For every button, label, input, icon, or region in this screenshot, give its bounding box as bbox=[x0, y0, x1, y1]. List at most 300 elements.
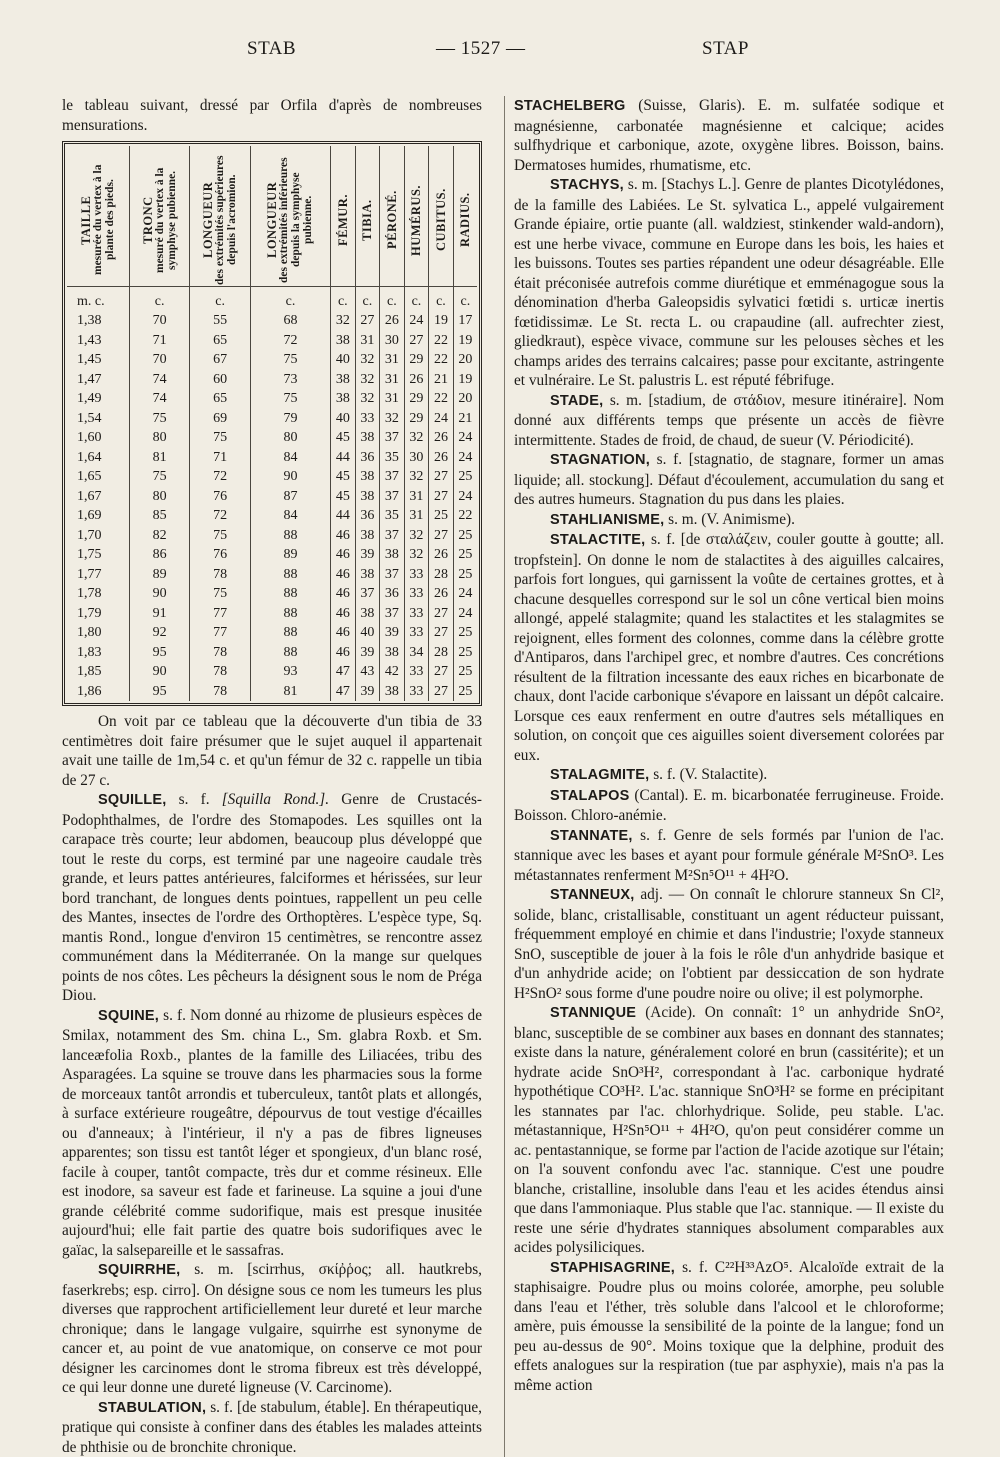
table-cell: 74 bbox=[129, 389, 190, 409]
table-cell: 44 bbox=[331, 506, 356, 526]
table-cell: 29 bbox=[404, 389, 429, 409]
table-cell: 46 bbox=[331, 623, 356, 643]
table-cell: 95 bbox=[129, 643, 190, 663]
squille-body: Genre de Crustacés-Podophthalmes, de l'ordre des Stomapodes. Les squilles ont la carapace très courte; leur abdomen, beaucoup plus développé que tout le reste du corps, est terminé par une nageoire caudale très grande, et leurs pattes antérieures, falciformes et hérissées, sur leur bord tranchant, de longues dents pointues, rappellent un peu celle des Mantes, insectes de l'ordre des Orthoptères. L'espèce type, Sq. mantis Rond., longue d'environ 15 centimètres, se rencontre assez communément dans la Méditerranée. On la mange sur quelques points de nos côtes. Les pêcheurs la désignent sous le nom de Préga Diou. bbox=[62, 791, 482, 1004]
table-cell: 71 bbox=[190, 448, 251, 468]
table-cell: 37 bbox=[380, 565, 405, 585]
entry-stagnation bbox=[514, 450, 944, 510]
measurement-table-frame bbox=[62, 141, 482, 706]
column-header-sub: mesurée du vertex à la plante des pieds. bbox=[92, 154, 116, 286]
table-cell: 86 bbox=[129, 545, 190, 565]
table-cell: 77 bbox=[190, 623, 251, 643]
column-header-label bbox=[202, 154, 238, 286]
table-cell: 1,47 bbox=[67, 370, 129, 390]
table-row bbox=[67, 389, 477, 409]
table-cell: 85 bbox=[129, 506, 190, 526]
table-cell: 38 bbox=[331, 370, 356, 390]
headword-squirrhe: SQUIRRHE, bbox=[98, 1262, 180, 1278]
table-cell: 78 bbox=[190, 682, 251, 702]
table-row bbox=[67, 545, 477, 565]
table-cell: 82 bbox=[129, 526, 190, 546]
column-header-main: LONGUEUR bbox=[202, 154, 214, 286]
column-header-label bbox=[80, 154, 116, 286]
table-cell: 76 bbox=[190, 487, 251, 507]
column-header-label bbox=[266, 154, 314, 286]
entry-stalactite bbox=[514, 530, 944, 765]
table-cell: 21 bbox=[429, 370, 454, 390]
table-cell: 19 bbox=[429, 311, 454, 331]
unit-cell: c. bbox=[190, 287, 251, 312]
table-cell: 27 bbox=[429, 682, 454, 702]
table-cell: 80 bbox=[250, 428, 330, 448]
table-cell: 21 bbox=[453, 409, 477, 429]
header-left-guideword: STAB bbox=[247, 38, 296, 60]
table-cell: 1,83 bbox=[67, 643, 129, 663]
table-cell: 36 bbox=[380, 584, 405, 604]
table-cell: 33 bbox=[404, 604, 429, 624]
table-cell: 24 bbox=[453, 428, 477, 448]
table-cell: 95 bbox=[129, 682, 190, 702]
table-cell: 43 bbox=[355, 662, 380, 682]
entry-squine bbox=[62, 1006, 482, 1261]
entry-staphisagrine bbox=[514, 1258, 944, 1396]
table-cell: 81 bbox=[129, 448, 190, 468]
entry-squirrhe bbox=[62, 1260, 482, 1398]
table-cell: 38 bbox=[380, 545, 405, 565]
table-cell: 22 bbox=[453, 506, 477, 526]
stade-body: s. m. [stadium, de στάδιον, mesure itinéraire]. Nom donné aux différents temps que présente un accès de fièvre intermittente. Stades de froid, de chaud, de sueur (V. Périodicité). bbox=[514, 392, 944, 449]
table-cell: 27 bbox=[429, 662, 454, 682]
table-cell: 35 bbox=[380, 448, 405, 468]
table-cell: 78 bbox=[190, 662, 251, 682]
table-cell: 17 bbox=[453, 311, 477, 331]
table-cell: 1,80 bbox=[67, 623, 129, 643]
table-cell: 31 bbox=[380, 350, 405, 370]
table-cell: 1,69 bbox=[67, 506, 129, 526]
table-cell: 76 bbox=[190, 545, 251, 565]
table-cell: 31 bbox=[380, 389, 405, 409]
table-cell: 46 bbox=[331, 565, 356, 585]
column-header-label bbox=[386, 154, 398, 286]
table-cell: 19 bbox=[453, 331, 477, 351]
table-cell: 80 bbox=[129, 428, 190, 448]
table-cell: 37 bbox=[380, 428, 405, 448]
unit-cell: c. bbox=[331, 287, 356, 312]
table-cell: 32 bbox=[380, 409, 405, 429]
table-cell: 40 bbox=[331, 409, 356, 429]
table-row bbox=[67, 487, 477, 507]
table-row bbox=[67, 350, 477, 370]
table-cell: 93 bbox=[250, 662, 330, 682]
entry-stachelberg bbox=[514, 96, 944, 175]
table-cell: 26 bbox=[404, 370, 429, 390]
table-body bbox=[67, 287, 477, 702]
headword-stalactite: STALACTITE, bbox=[550, 532, 645, 548]
stalapos-body: (Cantal). E. m. bicarbonatée ferrugineuse. Froide. Boisson. Chloro-anémie. bbox=[514, 787, 944, 825]
table-cell: 88 bbox=[250, 565, 330, 585]
two-column-body bbox=[62, 96, 944, 1457]
table-cell: 32 bbox=[355, 389, 380, 409]
table-cell: 37 bbox=[380, 526, 405, 546]
column-header-main: TAILLE bbox=[80, 154, 92, 286]
squine-body: s. f. Nom donné au rhizome de plusieurs espèces de Smilax, notamment des Sm. china L., Sm. glabra Roxb. et Sm. lanceæfolia Roxb., plantes de la famille des Liliacées, tribu des Asparagées. La squine se trouve dans les pharmacies sous la forme de morceaux tantôt arrondis et tuberculeux, tantôt plats et allongés, à surface extérieure rougeâtre, dépourvus de tout vestige d'écailles ou d'anneaux; à l'intérieur, il n'y a pas de fibres ligneuses apparentes; son tissu est tantôt léger et spongieux, d'un blanc rosé, facile à couper, tantôt compacte, très dur et comme résineux. Elle est inodore, sa saveur est fade et farineuse. La squine a joui d'une grande célébrité comme sudorifique, mais est presque inusitée aujourd'hui; elle fait partie des quatre bois sudorifiques avec le gaïac, la salsepareille et le sassafras. bbox=[62, 1007, 482, 1259]
after-table-paragraph: On voit par ce tableau que la découverte d'un tibia de 33 centimètres doit faire présumer que le sujet auquel il appartenait avait une taille de 1m,54 c. et qu'un fémur de 32 c. rappelle un tibia de 27 c. bbox=[62, 712, 482, 790]
table-cell: 36 bbox=[355, 448, 380, 468]
table-cell: 20 bbox=[453, 389, 477, 409]
unit-cell: c. bbox=[404, 287, 429, 312]
table-cell: 90 bbox=[129, 662, 190, 682]
unit-cell: m. c. bbox=[67, 287, 129, 312]
table-cell: 22 bbox=[429, 350, 454, 370]
entry-stalagmite bbox=[514, 765, 944, 786]
table-cell: 38 bbox=[355, 487, 380, 507]
table-cell: 37 bbox=[380, 604, 405, 624]
table-cell: 40 bbox=[355, 623, 380, 643]
table-cell: 42 bbox=[380, 662, 405, 682]
table-cell: 1,85 bbox=[67, 662, 129, 682]
table-cell: 37 bbox=[380, 467, 405, 487]
table-cell: 27 bbox=[429, 467, 454, 487]
column-header-main: TIBIA. bbox=[361, 154, 373, 286]
column-header-main: LONGUEUR bbox=[266, 154, 278, 286]
stachelberg-body: (Suisse, Glaris). E. m. sulfatée sodique et magnésienne, carbonatée magnésienne et calcique; acides sulfhydrique et carbonique, azote, oxygène libres. Boisson, bains. Dermatoses humides, rhumatisme, etc. bbox=[514, 97, 944, 174]
table-cell: 25 bbox=[453, 682, 477, 702]
table-cell: 46 bbox=[331, 604, 356, 624]
table-cell: 69 bbox=[190, 409, 251, 429]
table-cell: 92 bbox=[129, 623, 190, 643]
squirrhe-body: s. m. [scirrhus, σκίῤῥος; all. hautkrebs, faserkrebs; esp. cirro]. On désigne sous ce nom les tumeurs les plus diverses que rapprochent artificiellement leur dureté et leur marche chronique; dans le langage vulgaire, squirrhe est synonyme de cancer et, au point de vue anatomique, on conserve ce mot pour désigner les carcinomes dont le stroma fibreux est très développé, ce qui leur donne une dureté ligneuse (V. Carcinome). bbox=[62, 1261, 482, 1396]
column-header bbox=[190, 146, 251, 287]
table-cell: 44 bbox=[331, 448, 356, 468]
headword-squille: SQUILLE, bbox=[98, 792, 166, 808]
column-header-main: FÉMUR. bbox=[337, 154, 349, 286]
stalagmite-body: s. f. (V. Stalactite). bbox=[649, 766, 767, 783]
table-cell: 26 bbox=[380, 311, 405, 331]
headword-stachelberg: STACHELBERG bbox=[514, 98, 626, 114]
table-cell: 65 bbox=[190, 331, 251, 351]
table-cell: 45 bbox=[331, 487, 356, 507]
table-cell: 75 bbox=[190, 526, 251, 546]
table-cell: 38 bbox=[380, 682, 405, 702]
table-cell: 68 bbox=[250, 311, 330, 331]
table-cell: 84 bbox=[250, 448, 330, 468]
table-cell: 1,77 bbox=[67, 565, 129, 585]
column-header-sub: mesuré du vertex à la symphyse pubienne. bbox=[154, 154, 178, 286]
headword-stagnation: STAGNATION, bbox=[550, 452, 650, 468]
table-cell: 33 bbox=[404, 662, 429, 682]
table-row bbox=[67, 409, 477, 429]
table-cell: 31 bbox=[404, 506, 429, 526]
table-cell: 70 bbox=[129, 311, 190, 331]
table-cell: 1,86 bbox=[67, 682, 129, 702]
column-header-label bbox=[361, 154, 373, 286]
table-cell: 88 bbox=[250, 623, 330, 643]
column-header-label bbox=[435, 154, 447, 286]
column-header bbox=[355, 146, 380, 287]
table-row bbox=[67, 623, 477, 643]
table-cell: 81 bbox=[250, 682, 330, 702]
stannate-body: s. f. Genre de sels formés par l'union de l'ac. stannique avec les bases et ayant pour formule générale M²SnO³. Les métastannates renferment M²Sn⁵O¹¹ + 4H²O. bbox=[514, 827, 944, 884]
column-header-main: CUBITUS. bbox=[435, 154, 447, 286]
entry-stalapos bbox=[514, 786, 944, 826]
table-cell: 32 bbox=[331, 311, 356, 331]
table-cell: 1,45 bbox=[67, 350, 129, 370]
table-cell: 26 bbox=[429, 584, 454, 604]
entry-squille bbox=[62, 790, 482, 1006]
table-cell: 46 bbox=[331, 643, 356, 663]
table-cell: 29 bbox=[404, 350, 429, 370]
headword-stannique: STANNIQUE bbox=[550, 1005, 636, 1021]
table-cell: 46 bbox=[331, 584, 356, 604]
table-cell: 91 bbox=[129, 604, 190, 624]
table-cell: 40 bbox=[331, 350, 356, 370]
column-header-label bbox=[410, 154, 422, 286]
table-cell: 26 bbox=[429, 428, 454, 448]
table-cell: 25 bbox=[429, 506, 454, 526]
entry-stannate bbox=[514, 826, 944, 886]
unit-cell: c. bbox=[453, 287, 477, 312]
table-cell: 1,64 bbox=[67, 448, 129, 468]
table-cell: 22 bbox=[429, 331, 454, 351]
table-cell: 19 bbox=[453, 370, 477, 390]
table-cell: 90 bbox=[250, 467, 330, 487]
stannique-body: (Acide). On connaît: 1° un anhydride SnO², blanc, susceptible de se combiner aux bases en donnant des stannates; existe dans la nature, généralement coloré en brun (cassitérite); et un hydrate acide SnO³H², correspondant à l'ac. carbonique hydraté hypothétique CO³H². L'ac. stannique SnO³H² se forme en précipitant les stannates par l'ac. chlorhydrique. Solide, peu stable. L'ac. métastannique, H²Sn⁵O¹¹ + 4H²O, qu'on peut considérer comme un ac. pentastannique, se forme par l'action de l'acide azotique sur l'étain; on l'a souvent confondu avec l'ac. stannique. C'est une poudre blanche, cristalline, insoluble dans l'eau et les acides étendus ainsi que dans l'ammoniaque. Plus stable que l'ac. stannique. — Il existe du reste une série d'hydrates stanniques absolument comparables aux acides polysiliciques. bbox=[514, 1004, 944, 1256]
table-cell: 75 bbox=[190, 584, 251, 604]
table-cell: 32 bbox=[404, 526, 429, 546]
table-cell: 38 bbox=[355, 604, 380, 624]
table-row bbox=[67, 584, 477, 604]
table-cell: 38 bbox=[355, 428, 380, 448]
column-header-sub: des extrémités inférieures depuis la symphyse pubienne. bbox=[278, 154, 314, 286]
table-cell: 75 bbox=[129, 409, 190, 429]
column-header-main: RADIUS. bbox=[459, 154, 471, 286]
table-cell: 37 bbox=[355, 584, 380, 604]
table-cell: 1,60 bbox=[67, 428, 129, 448]
stalactite-body: s. f. [de σταλάζειν, couler goutte à goutte; all. tropfstein]. On donne le nom de stalactites à des aiguilles calcaires, parfois fort longues, qui garnissent la voûte de certaines grottes, et à chacune desquelles correspond sur le sol un cône vertical bien moins allongé, appelé stalagmite; quand les stalactites et les stalagmites se rejoignent, elles forment des colonnes, comme dans la célèbre grotte d'Antiparos, dans l'archipel grec, et nombre d'autres. Ces concrétions résultent de la filtration incessante des eaux riches en bicarbonate de chaux, dont l'acide carbonique s'évapore en laissant un dépôt calcaire. Lorsque ces eaux renferment en outre d'autres sels métalliques en solution, on conçoit que ces aiguilles soient diversement colorées par eux. bbox=[514, 531, 944, 764]
table-cell: 75 bbox=[190, 428, 251, 448]
column-header bbox=[67, 146, 129, 287]
table-cell: 25 bbox=[453, 545, 477, 565]
table-cell: 24 bbox=[453, 584, 477, 604]
table-cell: 77 bbox=[190, 604, 251, 624]
table-row bbox=[67, 448, 477, 468]
table-cell: 75 bbox=[129, 467, 190, 487]
table-cell: 45 bbox=[331, 428, 356, 448]
table-cell: 33 bbox=[404, 682, 429, 702]
unit-cell: c. bbox=[429, 287, 454, 312]
table-cell: 30 bbox=[404, 448, 429, 468]
table-cell: 27 bbox=[355, 311, 380, 331]
headword-stalagmite: STALAGMITE, bbox=[550, 767, 649, 783]
table-cell: 25 bbox=[453, 623, 477, 643]
column-header bbox=[129, 146, 190, 287]
table-row bbox=[67, 643, 477, 663]
table-cell: 78 bbox=[190, 565, 251, 585]
table-cell: 75 bbox=[250, 350, 330, 370]
table-row bbox=[67, 526, 477, 546]
column-header-label bbox=[459, 154, 471, 286]
table-cell: 88 bbox=[250, 584, 330, 604]
table-cell: 33 bbox=[404, 565, 429, 585]
column-header-sub: des extrémités supérieures depuis l'acromion. bbox=[214, 154, 238, 286]
table-cell: 46 bbox=[331, 545, 356, 565]
table-cell: 1,43 bbox=[67, 331, 129, 351]
table-cell: 74 bbox=[129, 370, 190, 390]
table-cell: 75 bbox=[250, 389, 330, 409]
table-row bbox=[67, 331, 477, 351]
table-cell: 39 bbox=[355, 643, 380, 663]
table-cell: 84 bbox=[250, 506, 330, 526]
column-header-main: PÉRONÉ. bbox=[386, 154, 398, 286]
table-cell: 73 bbox=[250, 370, 330, 390]
right-column bbox=[504, 96, 944, 1457]
entry-stannique bbox=[514, 1003, 944, 1258]
table-cell: 72 bbox=[190, 506, 251, 526]
table-cell: 55 bbox=[190, 311, 251, 331]
table-cell: 79 bbox=[250, 409, 330, 429]
table-cell: 89 bbox=[129, 565, 190, 585]
table-cell: 1,79 bbox=[67, 604, 129, 624]
column-header-label bbox=[337, 154, 349, 286]
table-cell: 32 bbox=[404, 428, 429, 448]
table-cell: 78 bbox=[190, 643, 251, 663]
headword-stahlianisme: STAHLIANISME, bbox=[550, 512, 664, 528]
table-cell: 25 bbox=[453, 526, 477, 546]
table-row bbox=[67, 682, 477, 702]
column-header bbox=[429, 146, 454, 287]
intro-paragraph: le tableau suivant, dressé par Orfila d'après de nombreuses mensurations. bbox=[62, 96, 482, 135]
table-cell: 47 bbox=[331, 662, 356, 682]
table-cell: 28 bbox=[429, 565, 454, 585]
table-cell: 22 bbox=[429, 389, 454, 409]
table-cell: 60 bbox=[190, 370, 251, 390]
table-cell: 37 bbox=[380, 487, 405, 507]
table-cell: 32 bbox=[355, 350, 380, 370]
table-cell: 25 bbox=[453, 662, 477, 682]
table-cell: 31 bbox=[404, 487, 429, 507]
stahlianisme-body: s. m. (V. Animisme). bbox=[664, 511, 795, 528]
table-cell: 26 bbox=[429, 545, 454, 565]
table-cell: 88 bbox=[250, 643, 330, 663]
table-cell: 33 bbox=[404, 623, 429, 643]
table-cell: 38 bbox=[355, 467, 380, 487]
table-cell: 25 bbox=[453, 643, 477, 663]
table-cell: 46 bbox=[331, 526, 356, 546]
table-cell: 38 bbox=[380, 643, 405, 663]
entry-stachys bbox=[514, 175, 944, 391]
table-cell: 27 bbox=[429, 623, 454, 643]
table-cell: 24 bbox=[429, 409, 454, 429]
running-head bbox=[62, 30, 944, 60]
unit-cell: c. bbox=[250, 287, 330, 312]
table-cell: 31 bbox=[355, 331, 380, 351]
squille-gram: s. f. bbox=[166, 791, 221, 808]
squille-ref: [Squilla Rond.]. bbox=[222, 791, 329, 808]
table-cell: 27 bbox=[404, 331, 429, 351]
table-row bbox=[67, 565, 477, 585]
table-cell: 90 bbox=[129, 584, 190, 604]
table-cell: 25 bbox=[453, 565, 477, 585]
table-cell: 33 bbox=[355, 409, 380, 429]
table-cell: 31 bbox=[380, 370, 405, 390]
table-cell: 88 bbox=[250, 526, 330, 546]
table-cell: 67 bbox=[190, 350, 251, 370]
table-cell: 27 bbox=[429, 487, 454, 507]
table-units-row bbox=[67, 287, 477, 312]
table-cell: 1,38 bbox=[67, 311, 129, 331]
table-cell: 29 bbox=[404, 409, 429, 429]
column-header bbox=[404, 146, 429, 287]
table-cell: 39 bbox=[355, 545, 380, 565]
table-cell: 65 bbox=[190, 389, 251, 409]
table-cell: 38 bbox=[355, 565, 380, 585]
table-row bbox=[67, 662, 477, 682]
stagnation-body: s. f. [stagnatio, de stagnare, former un amas liquide; all. stockung]. Défaut d'écoulement, accumulation du sang et des autres humeurs. Stagnation du pus dans les plaies. bbox=[514, 451, 944, 508]
headword-stannate: STANNATE, bbox=[550, 828, 633, 844]
table-cell: 1,54 bbox=[67, 409, 129, 429]
table-cell: 38 bbox=[355, 526, 380, 546]
table-cell: 27 bbox=[429, 604, 454, 624]
column-header bbox=[250, 146, 330, 287]
table-cell: 72 bbox=[190, 467, 251, 487]
table-cell: 38 bbox=[331, 331, 356, 351]
unit-cell: c. bbox=[380, 287, 405, 312]
table-cell: 1,78 bbox=[67, 584, 129, 604]
table-row bbox=[67, 370, 477, 390]
stabulation-body: s. f. [de stabulum, étable]. En thérapeutique, pratique qui consiste à confiner dans des étables les malades atteints de phthisie ou de bronchite chronique. bbox=[62, 1399, 482, 1456]
column-header-label bbox=[142, 154, 178, 286]
table-cell: 24 bbox=[453, 604, 477, 624]
table-cell: 39 bbox=[380, 623, 405, 643]
table-cell: 28 bbox=[429, 643, 454, 663]
headword-staphisagrine: STAPHISAGRINE, bbox=[550, 1260, 675, 1276]
table-cell: 24 bbox=[453, 487, 477, 507]
entry-stahlianisme bbox=[514, 510, 944, 531]
table-cell: 1,67 bbox=[67, 487, 129, 507]
entry-stanneux bbox=[514, 885, 944, 1003]
column-header bbox=[380, 146, 405, 287]
entry-stade bbox=[514, 391, 944, 451]
table-cell: 24 bbox=[453, 448, 477, 468]
table-cell: 30 bbox=[380, 331, 405, 351]
table-cell: 32 bbox=[404, 467, 429, 487]
headword-stanneux: STANNEUX, bbox=[550, 887, 635, 903]
table-cell: 32 bbox=[355, 370, 380, 390]
headword-stachys: STACHYS, bbox=[550, 177, 624, 193]
table-row bbox=[67, 506, 477, 526]
table-cell: 25 bbox=[453, 467, 477, 487]
measurement-table bbox=[67, 146, 477, 701]
table-cell: 33 bbox=[404, 584, 429, 604]
table-cell: 26 bbox=[429, 448, 454, 468]
unit-cell: c. bbox=[355, 287, 380, 312]
stachys-body: s. m. [Stachys L.]. Genre de plantes Dicotylédones, de la famille des Labiées. Le St. sylvatica L., appelé vulgairement Grande épiaire, ortie puante (all. waldziest, stinkender wald-andorn), est une herbe vivace, commune en Europe dans les bois, les haies et les buissons. Toutes ses parties répandent une odeur désagréable. Elle était préconisée autrefois comme diurétique et emménagogue sous la dénomination d'herba Galeopsidis sylvatici fœtidi s. urticæ inertis fœtidissimæ. Le St. recta L. ou crapaudine (all. aufrechter ziest, gliedkraut), espèce vivace, commune sur les pelouses sèches et les champs arides des terrains calcaires; passe pour excitante, astringente et vulnéraire. Le St. palustris L. est réputé fébrifuge. bbox=[514, 176, 944, 389]
entry-stabulation bbox=[62, 1398, 482, 1457]
table-row bbox=[67, 467, 477, 487]
table-cell: 39 bbox=[355, 682, 380, 702]
table-cell: 32 bbox=[404, 545, 429, 565]
table-row bbox=[67, 311, 477, 331]
headword-stade: STADE, bbox=[550, 393, 603, 409]
table-cell: 27 bbox=[429, 526, 454, 546]
table-cell: 38 bbox=[331, 389, 356, 409]
table-cell: 36 bbox=[355, 506, 380, 526]
staphisagrine-body: s. f. C²²H³³AzO⁵. Alcaloïde extrait de la staphisaigre. Poudre plus ou moins colorée, amorphe, peu soluble dans l'eau et l'éther, très soluble dans l'alcool et le chloroforme; amère, puis émousse la sensibilité de la pointe de la langue; fond un peu au-dessus de 90°. Moins toxique que la delphine, produit des effets analogues sur la respiration (tue par asphyxie), mais n'a pas la même action bbox=[514, 1259, 944, 1394]
table-cell: 1,75 bbox=[67, 545, 129, 565]
column-header-main: HUMÉRUS. bbox=[410, 154, 422, 286]
page-number: — 1527 — bbox=[436, 38, 526, 60]
table-cell: 1,65 bbox=[67, 467, 129, 487]
